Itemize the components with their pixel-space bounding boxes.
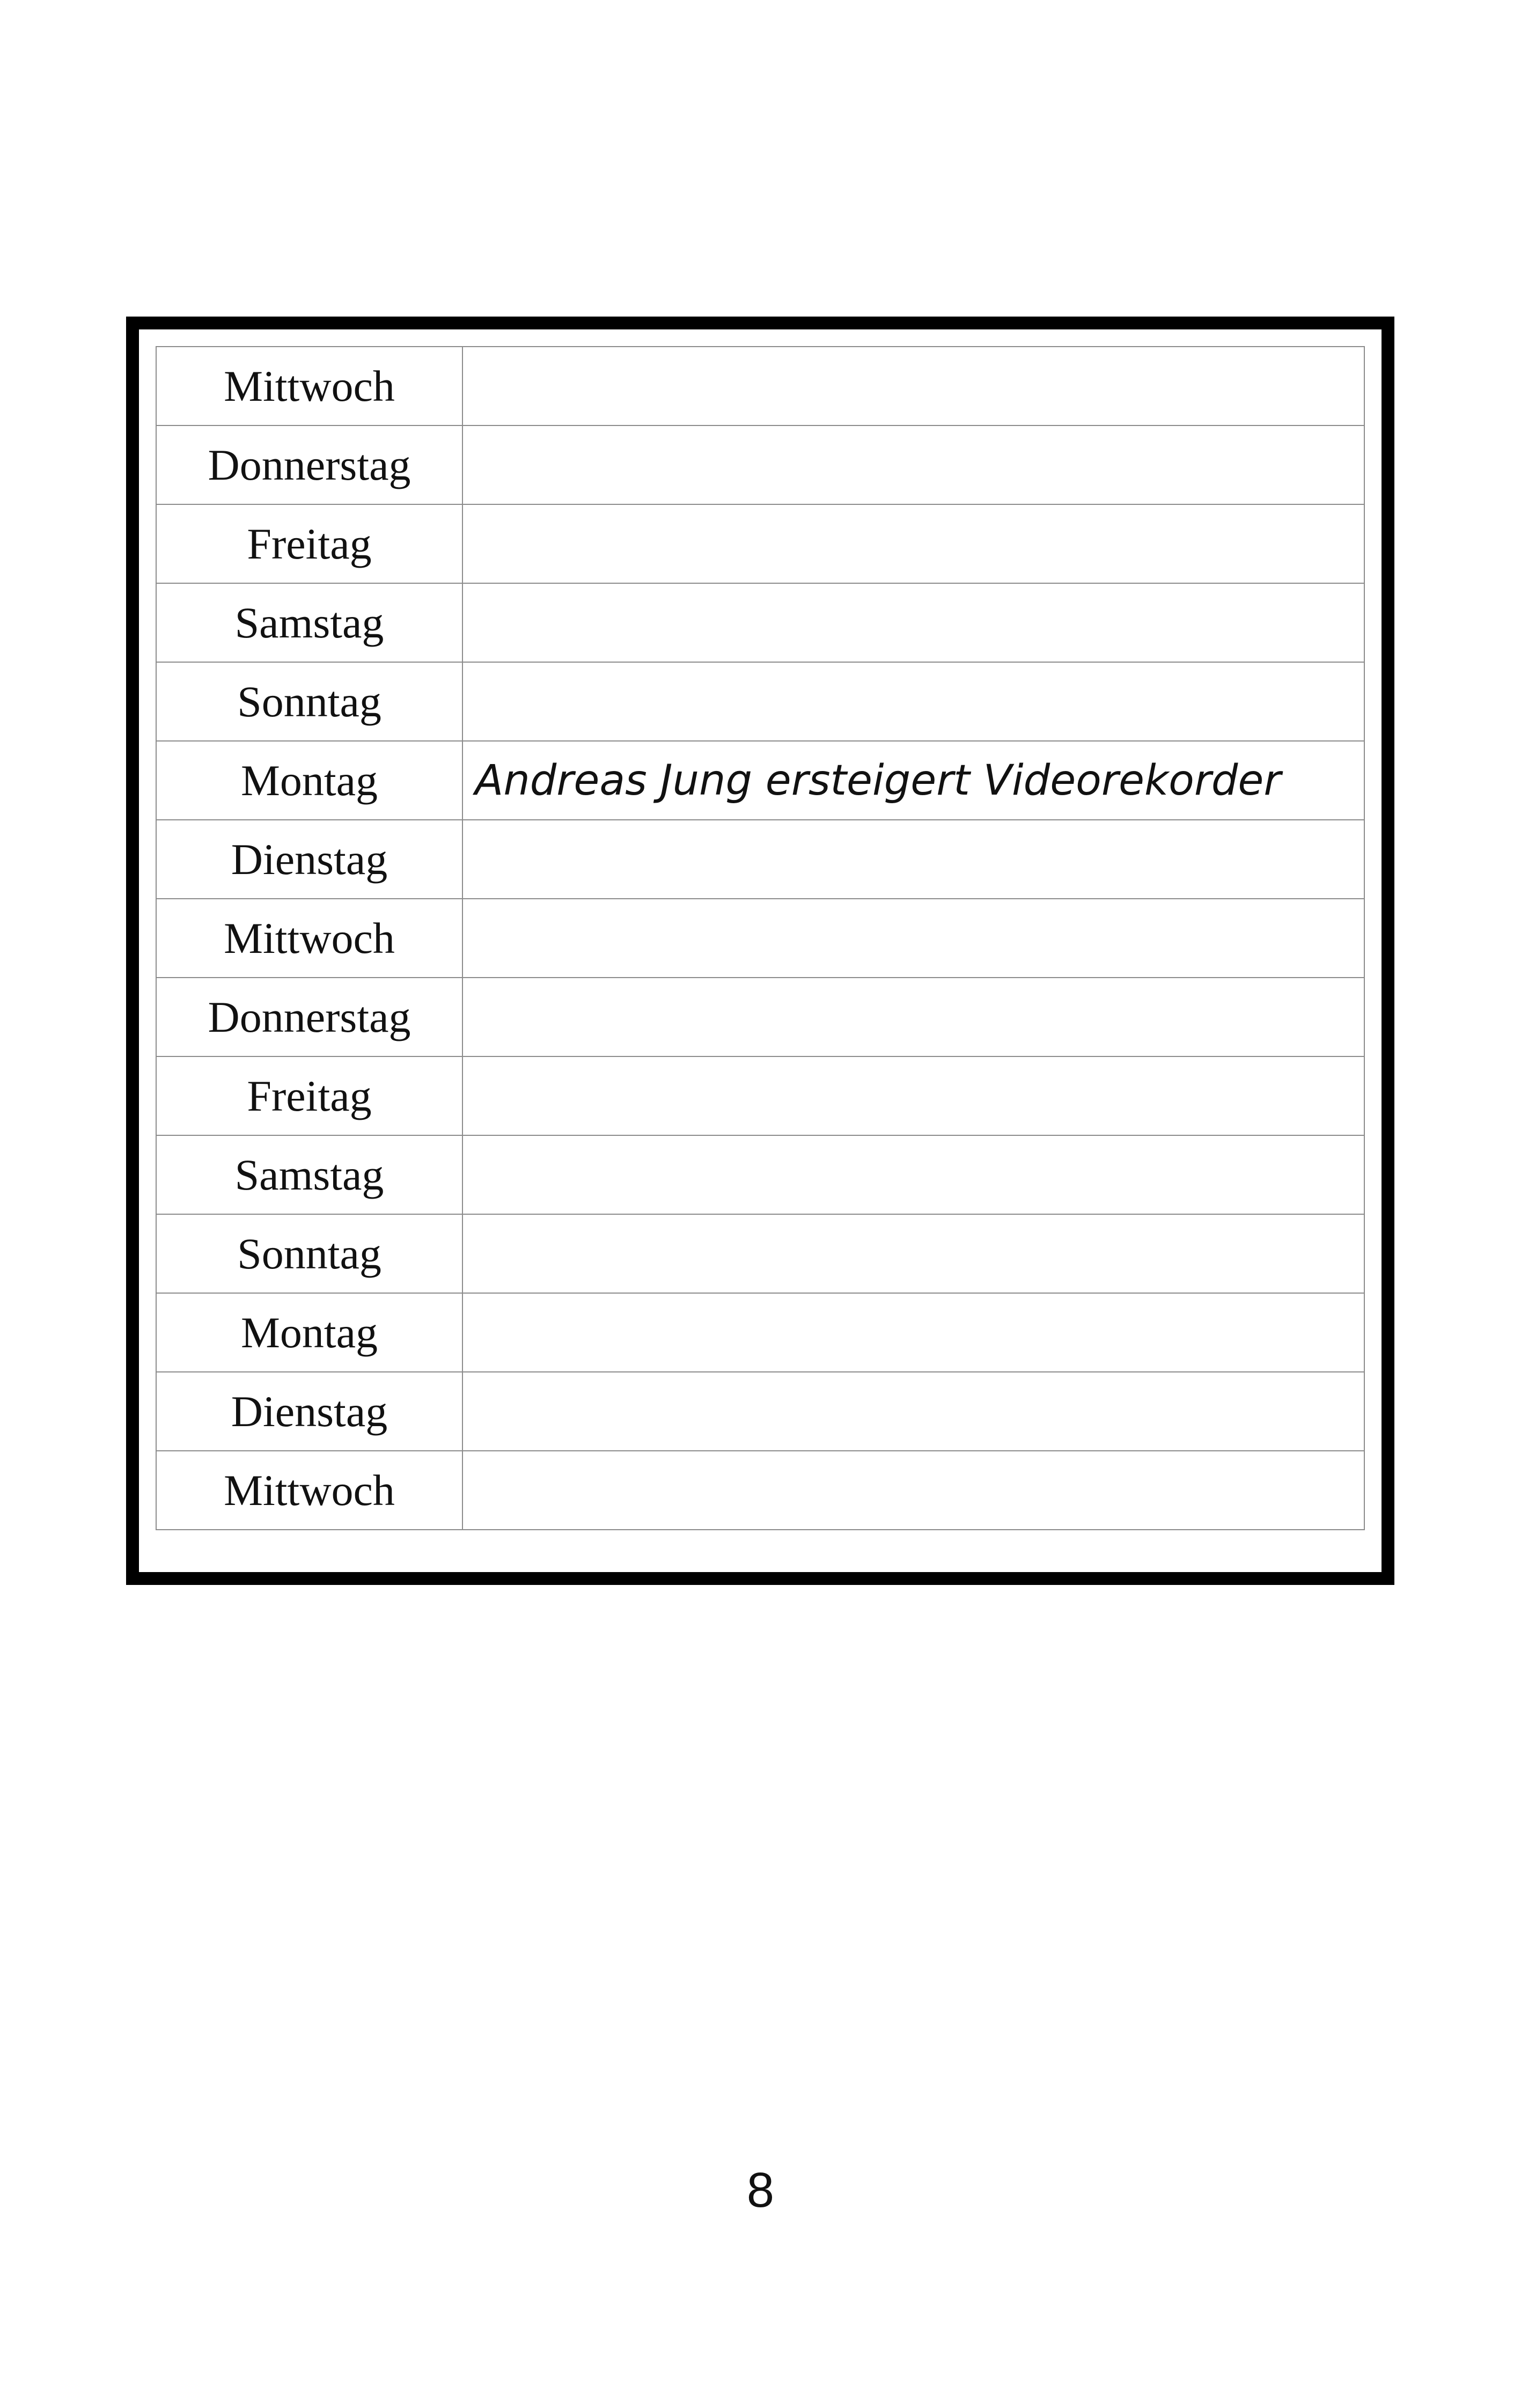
table-row [156,662,1364,741]
table-row [156,1135,1364,1214]
page-number: 8 [746,2163,775,2218]
day-cell: Mittwoch [156,899,462,978]
day-cell: Montag [156,741,462,820]
entry-cell [462,978,1364,1056]
day-cell: Samstag [156,583,462,662]
table-row [156,1293,1364,1372]
handwritten-entry: Andreas Jung ersteigert Videorekorder [462,741,1364,820]
table-row [156,504,1364,583]
table-row [156,741,1364,820]
entry-cell [462,1293,1364,1372]
day-cell: Dienstag [156,820,462,899]
entry-cell [462,662,1364,741]
day-cell: Sonntag [156,662,462,741]
table-row [156,583,1364,662]
weekday-table [156,346,1365,1530]
entry-cell [462,820,1364,899]
day-cell: Sonntag [156,1214,462,1293]
day-cell: Dienstag [156,1372,462,1451]
entry-cell [462,504,1364,583]
table-row [156,425,1364,504]
entry-cell [462,1135,1364,1214]
entry-cell [462,583,1364,662]
table-row [156,1451,1364,1530]
entry-cell [462,1214,1364,1293]
entry-cell [462,1372,1364,1451]
entry-cell [462,1451,1364,1530]
day-cell: Donnerstag [156,425,462,504]
day-cell: Montag [156,1293,462,1372]
day-cell: Samstag [156,1135,462,1214]
entry-cell [462,425,1364,504]
table-row [156,899,1364,978]
day-cell: Mittwoch [156,1451,462,1530]
table-row [156,1372,1364,1451]
entry-cell [462,1056,1364,1135]
day-cell: Donnerstag [156,978,462,1056]
day-cell: Freitag [156,1056,462,1135]
entry-cell [462,899,1364,978]
day-cell: Mittwoch [156,347,462,425]
table-row [156,1056,1364,1135]
day-cell: Freitag [156,504,462,583]
entry-cell [462,347,1364,425]
table-row [156,978,1364,1056]
table-row [156,1214,1364,1293]
table-row [156,820,1364,899]
table-row [156,347,1364,425]
